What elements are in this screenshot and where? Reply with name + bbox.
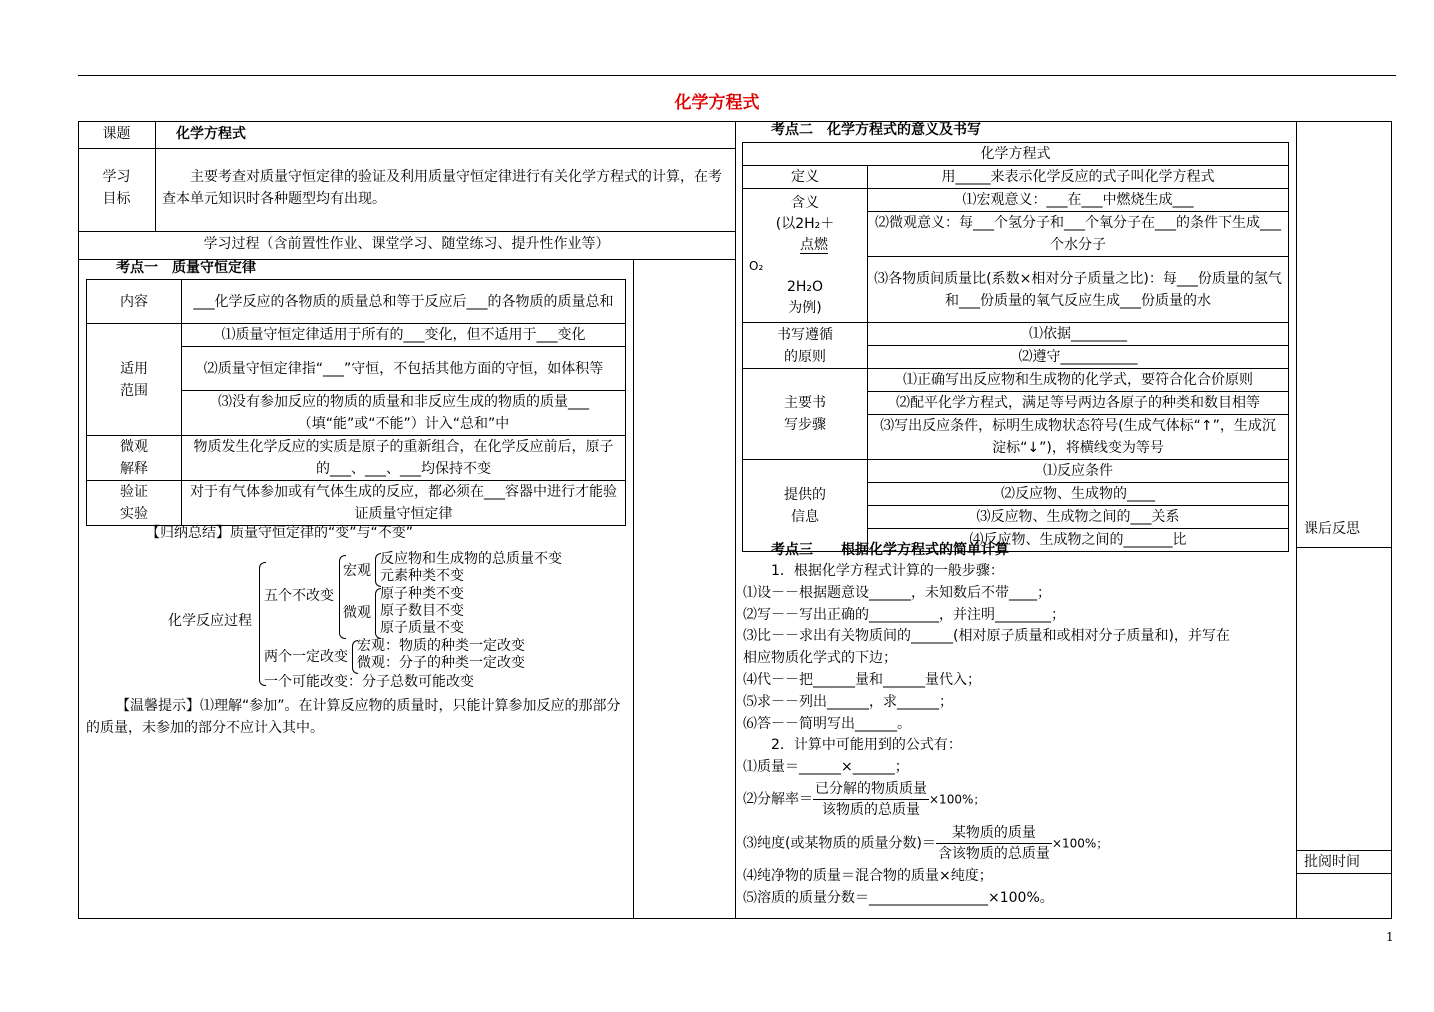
formula-line: ⑷纯净物的质量＝混合物的质量×纯度；: [743, 868, 993, 884]
scope-item: ⑵质量守恒定律指“___”守恒，不包括其他方面的守恒，如体积等: [182, 347, 626, 391]
divider: [78, 231, 735, 232]
process-label: 学习过程（含前置性作业、课堂学习、随堂练习、提升性作业等）: [203, 236, 610, 252]
tip-text: 【温馨提示】⑴理解“参加”。在计算反应物的质量时，只能计算参加反应的那部分的质量，未参加的部分不应计入其中。: [86, 698, 621, 736]
divider: [155, 121, 156, 231]
formula-line: ⑸溶质的质量分数＝_________________×100%。: [743, 890, 1054, 906]
reaction-condition: 点燃: [800, 236, 828, 253]
page-number: 1: [1386, 930, 1394, 944]
scope-item: ⑶没有参加反应的物质的质量和非反应生成的物质的质量___（填“能”或“不能”）计入“总和”中: [182, 391, 626, 436]
meaning-item: ⑶各物质间质量比(系数×相对分子质量之比)：每___份质量的氢气和___份质量的氧气反应生成___份质量的水: [868, 257, 1289, 323]
meaning-cell: [868, 189, 1289, 257]
calc-line: ⑹答－－简明写出______。: [743, 715, 911, 732]
calc-line: 相应物质化学式的下边；: [743, 650, 897, 667]
formula-line: ⑴质量＝______×______；: [743, 759, 909, 776]
step-item: ⑶写出反应条件，标明生成物状态符号(生成气体标“↑”，生成沉淀标“↓”)，将横线变为等号: [868, 415, 1289, 460]
leaf: 微观：分子的种类一定改变: [357, 655, 525, 671]
reflect-label: 课后反思: [1304, 521, 1360, 537]
macro-leaves: [380, 551, 562, 585]
equation-table: [742, 142, 1289, 552]
info-item: ⑷反应物、生成物之间的_______比: [868, 529, 1289, 552]
tree-root: 化学反应过程: [168, 613, 252, 629]
formula-purity: ⑶纯度(或某物质的质量分数)＝ $\frac{\text{某物质的质量}}{\text{含该物质的总质量}}$ ×100%；: [743, 825, 1109, 862]
divider: [78, 148, 735, 149]
calc-line: ⑴设－－根据题意设______，未知数后不带____；: [743, 584, 1051, 601]
conservation-table: [86, 279, 626, 526]
divider: [735, 121, 736, 919]
leaf: 宏观：物质的种类一定改变: [357, 638, 525, 654]
micro-leaves: [380, 586, 464, 637]
scope-label: 适用 范围: [87, 324, 182, 436]
def-label: 定义: [743, 166, 868, 189]
info-item: ⑴反应条件: [868, 460, 1289, 483]
meaning-item: ⑴宏观意义：___在___中燃烧生成___: [868, 189, 1288, 212]
meaning-label: 含义 (以2H₂＋ 点燃 O₂ 2H₂O 为例): [743, 189, 868, 323]
calc-line: ⑷代－－把______量和______量代入；: [743, 671, 981, 688]
micro-label: 微观 解释: [87, 436, 182, 481]
leaf: 原子数目不变: [380, 603, 464, 619]
micro-text: 物质发生化学反应的实质是原子的重新组合，在化学反应前后，原子的___、___、___均保持不变: [182, 436, 626, 481]
tree-macro: 宏观: [343, 563, 371, 579]
content-label: 内容: [87, 280, 182, 324]
calc-steps: [743, 561, 1291, 779]
info-label: 提供的 信息: [743, 460, 868, 552]
leaf: 原子质量不变: [380, 620, 464, 636]
goal-label: 学习 目标: [102, 169, 131, 207]
section1-heading: 考点一 质量守恒定律: [116, 260, 256, 276]
calc-line: ⑶比－－求出有关物质间的______(相对原子质量和或相对分子质量和)，并写在: [743, 628, 1230, 645]
rule-item: ⑴依据________: [868, 323, 1289, 346]
rule-label: 书写遵循 的原则: [743, 323, 868, 369]
tree-two: 两个一定改变: [264, 649, 348, 665]
divider: [1296, 873, 1392, 874]
review-label: 批阅时间: [1304, 854, 1360, 870]
tree-micro: 微观: [343, 605, 371, 621]
two-leaves: [357, 638, 525, 672]
rule-item: ⑵遵守___________: [868, 346, 1289, 369]
verify-label: 验证 实验: [87, 481, 182, 526]
divider: [633, 259, 634, 919]
tree-five: 五个不改变: [264, 588, 334, 604]
equation-table-title: 化学方程式: [743, 143, 1289, 166]
scope-item: ⑴质量守恒定律适用于所有的___变化，但不适用于___变化: [182, 324, 626, 347]
calc-line: ⑸求－－列出______，求______；: [743, 693, 953, 710]
topic-label: 课题: [102, 126, 131, 142]
content-text: ___化学反应的各物质的质量总和等于反应后___的各物质的质量总和: [182, 280, 626, 324]
leaf: 元素种类不变: [380, 568, 464, 584]
def-text: 用_____来表示化学反应的式子叫化学方程式: [868, 166, 1289, 189]
header-rule: [78, 75, 1396, 76]
goal-text: 主要考查对质量守恒定律的验证及利用质量守恒定律进行有关化学方程式的计算，在考查本单元知识时各种题型均有出现。: [162, 169, 722, 207]
step-item: ⑴正确写出反应物和生成物的化学式，要符合化合价原则: [868, 369, 1289, 392]
leaf: 反应物和生成物的总质量不变: [380, 551, 562, 567]
section2-heading: 考点二 化学方程式的意义及书写: [771, 122, 981, 138]
divider: [1296, 547, 1392, 548]
leaf: 原子种类不变: [380, 586, 464, 602]
topic-value: 化学方程式: [176, 126, 246, 142]
info-item: ⑶反应物、生成物之间的___关系: [868, 506, 1289, 529]
tree-one: 一个可能改变：分子总数可能改变: [264, 674, 474, 690]
section3-heading: 考点三 根据化学方程式的简单计算: [771, 542, 1009, 558]
divider: [1296, 121, 1297, 919]
step-item: ⑵配平化学方程式，满足等号两边各原子的种类和数目相等: [868, 392, 1289, 415]
summary-heading: 【归纳总结】质量守恒定律的“变”与“不变”: [146, 525, 414, 541]
calc-line: 1．根据化学方程式计算的一般步骤：: [771, 563, 1004, 579]
steps-label: 主要书 写步骤: [743, 369, 868, 460]
formula-decomposition: ⑵分解率＝ $\frac{\text{已分解的物质质量}}{\text{该物质的总质量}}$ ×100%；: [743, 781, 986, 818]
meaning-item: ⑵微观意义：每___个氢分子和___个氧分子在___的条件下生成___个水分子: [875, 215, 1281, 253]
calc-line: 2．计算中可能用到的公式有：: [771, 737, 962, 754]
calc-line: ⑵写－－写出正确的__________，并注明________；: [743, 606, 1065, 623]
verify-text: 对于有气体参加或有气体生成的反应，都必须在___容器中进行才能验证质量守恒定律: [182, 481, 626, 526]
info-item: ⑵反应物、生成物的____: [868, 483, 1289, 506]
page-title: 化学方程式: [674, 93, 760, 113]
